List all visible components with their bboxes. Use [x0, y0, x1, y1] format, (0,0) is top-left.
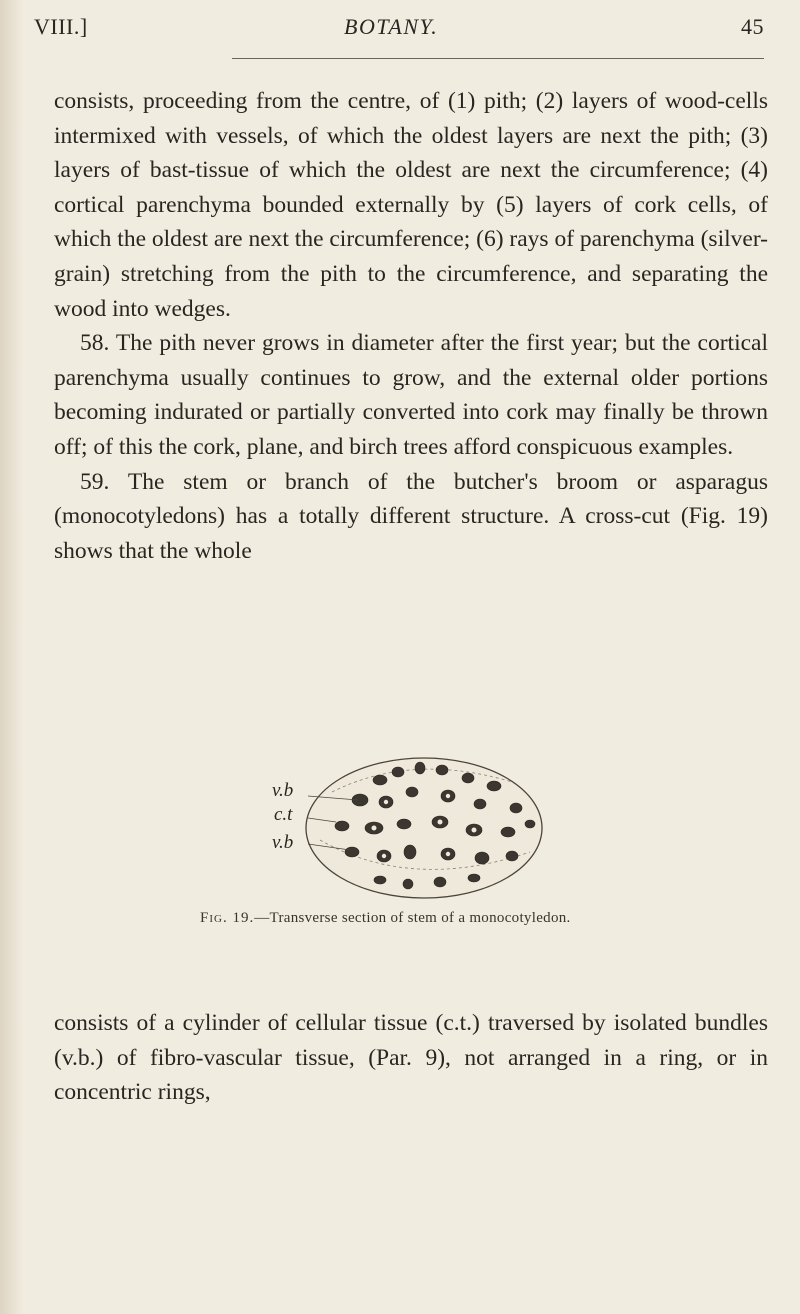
- header-page-number: 45: [741, 14, 764, 39]
- page-edge-shadow: [0, 0, 24, 1314]
- header-rule: [232, 58, 764, 59]
- paragraph-59: 59. The stem or branch of the butcher's broom or asparagus (monocotyledons) has a totally different structure. A cross-cut (Fig. 19) shows that the whole: [54, 468, 768, 564]
- figure-stem-cross-section: [212, 752, 632, 902]
- body-text-bottom: [54, 1006, 768, 1110]
- paragraph-58: 58. The pith never grows in diameter after the first year; but the cortical parenchyma usually continues to grow, and the external older portions becoming indurated or partially converted into cork may finally be thrown off; of this the cork, plane, and birch trees afford conspicuous examples.: [54, 330, 768, 460]
- caption-text: —Transverse section of stem of a monocotyledon.: [254, 910, 571, 926]
- label-vb-upper: v.b: [272, 780, 294, 801]
- caption-figure-number: Fig. 19.: [200, 910, 255, 926]
- running-header: [34, 14, 764, 46]
- label-ct: c.t: [274, 804, 293, 825]
- header-chapter: VIII.]: [34, 14, 88, 39]
- stem-cross-section-drawing: [212, 752, 632, 902]
- figure-caption: [200, 910, 720, 927]
- body-text-top: [54, 84, 768, 568]
- header-title: BOTANY.: [344, 14, 439, 39]
- label-vb-lower: v.b: [272, 832, 294, 853]
- paragraph-continuation-bottom: consists of a cylinder of cellular tissue (c.t.) traversed by isolated bundles (v.b.) of fibro-vascular tissue, (Par. 9), not arranged in a ring, or in concentric rings,: [54, 1010, 768, 1106]
- paragraph-continuation: consists, proceeding from the centre, of (1) pith; (2) layers of wood-cells intermixed with vessels, of which the oldest layers are next the pith; (3) layers of bast-tissue of which the oldest are next the circumference; (4) cortical parenchyma bounded externally by (5) layers of cork cells, of which the oldest are next the circumference; (6) rays of parenchyma (silver-grain) stretching from the pith to the circumference, and separating the wood into wedges.: [54, 88, 768, 322]
